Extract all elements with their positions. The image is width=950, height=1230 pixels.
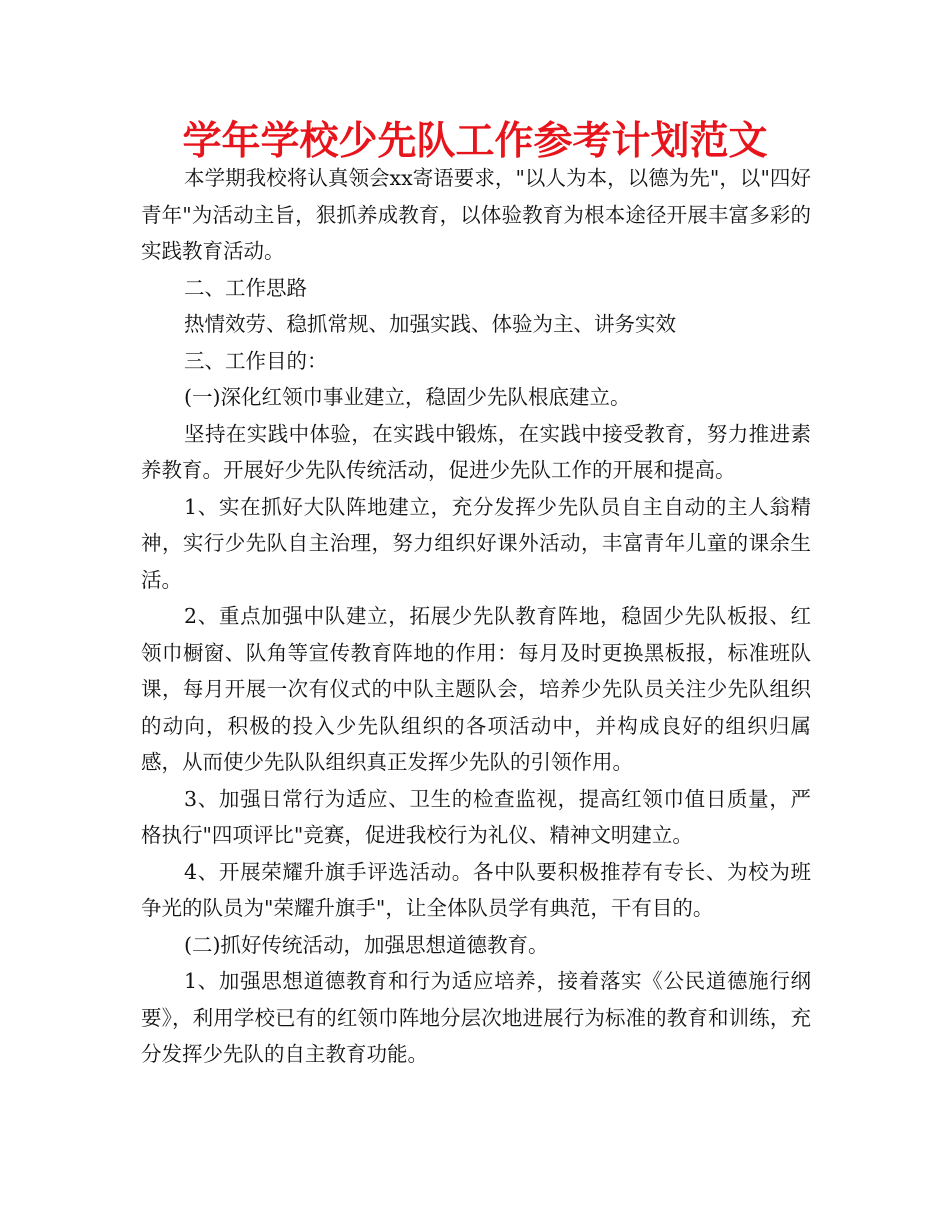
paragraph-approach-keywords: 热情效劳、稳抓常规、加强实践、体验为主、讲务实效 bbox=[184, 312, 677, 336]
subheading-goal-two: (二)抓好传统活动，加强思想道德教育。 bbox=[184, 932, 549, 957]
heading-work-goals: 三、工作目的： bbox=[184, 348, 328, 373]
list-item-2: 2、重点加强中队建立，拓展少先队教育阵地，稳固少先队板报、红领巾橱窗、队角等宣传教育阵地的作用：每月及时更换黑板报，标准班队课，每月开展一次有仪式的中队主题队会，培养少先队员关注少先队组织的动向，积极的投入少先队组织的各项活动中，并构成良好的组织归属感，从而使少先队队组织真正发挥少先队的引领作用。 bbox=[141, 604, 811, 774]
list-item-4: 4、开展荣耀升旗手评选活动。各中队要积极推荐有专长、为校为班争光的队员为"荣耀升旗手"，让全体队员学有典范，干有目的。 bbox=[141, 859, 811, 920]
list-item-1: 1、实在抓好大队阵地建立，充分发挥少先队员自主自动的主人翁精神，实行少先队自主治理，努力组织好课外活动，丰富青年儿童的课余生活。 bbox=[141, 494, 811, 592]
paragraph-intro: 本学期我校将认真领会xx寄语要求，"以人为本，以德为先"，以"四好青年"为活动主旨，狠抓养成教育，以体验教育为根本途径开展丰富多彩的实践教育活动。 bbox=[141, 166, 811, 263]
list-item-moral-1: 1、加强思想道德教育和行为适应培养，接着落实《公民道德施行纲要》，利用学校已有的红领巾阵地分层次地进展行为标准的教育和训练，充分发挥少先队的自主教育功能。 bbox=[141, 969, 811, 1066]
paragraph-practice: 坚持在实践中体验，在实践中锻炼，在实践中接受教育，努力推进素养教育。开展好少先队传统活动，促进少先队工作的开展和提高。 bbox=[141, 421, 811, 482]
list-item-3: 3、加强日常行为适应、卫生的检查监视，提高红领巾值日质量，严格执行"四项评比"竞赛，促进我校行为礼仪、精神文明建立。 bbox=[141, 786, 811, 847]
subheading-goal-one: (一)深化红领巾事业建立，稳固少先队根底建立。 bbox=[184, 385, 631, 409]
heading-work-approach: 二、工作思路 bbox=[184, 275, 308, 300]
document-title: 学年学校少先队工作参考计划范文 bbox=[182, 119, 768, 164]
document-body bbox=[141, 160, 811, 1073]
